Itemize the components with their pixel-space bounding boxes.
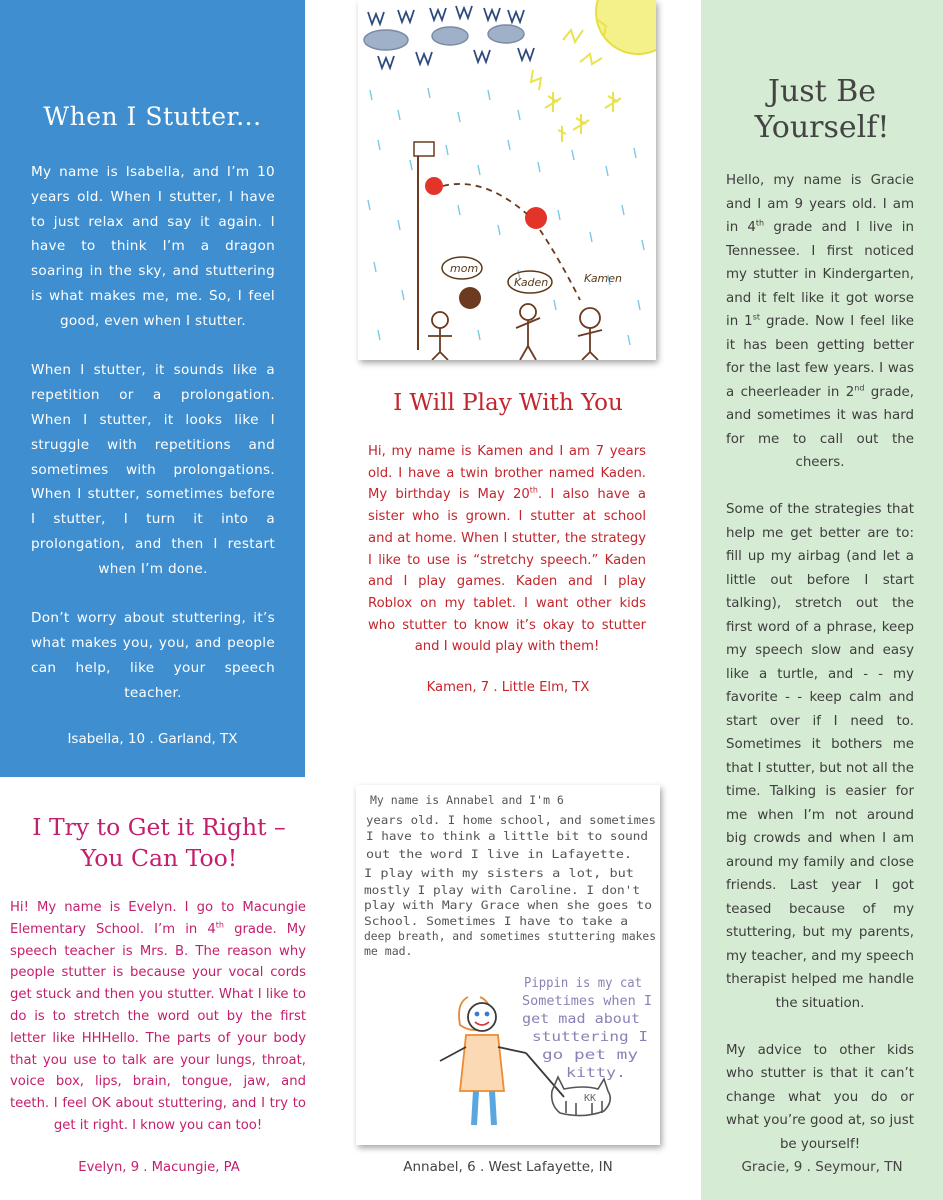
gracie-paragraph-2: Some of the strategies that help me get better are to: fill up my airbag (and let a little out before I start talking), stretch out the first word of a phrase, keep my speech slow and easy like a turtle, and - - my favorite - - keep calm and start over if I need to. Sometimes it bothers me that I stutter, but not all the time. Talking is easier for me when I’m not around big crowds and when I am around my family and close friends. Last year I got teased because of my stuttering, but my parents, my teacher, and my speech therapist helped me handle the situation.: [726, 502, 914, 1011]
kamen-drawing: [358, 0, 656, 360]
evelyn-story-part-2: grade. My speech teacher is Mrs. B. The reason why people stutter is because your vocal cords get stuck and then you stutter. What I like to do is to stretch the word out by the first letter like HHHello. The parts of your body that you use to talk are your lungs, throat, voice box, lips, brain, tongue, jaw, and teeth. I feel OK about stuttering, and I try to get it right. I know you can too!: [10, 921, 306, 1133]
kamen-signature: Kamen, 7 . Little Elm, TX: [426, 680, 590, 695]
isabella-paragraph-2: When I stutter, it sounds like a repetition or a prolongation. When I stutter, it looks like I struggle with repetitions and sometimes with prolongations. When I stutter, sometimes before I stutter, I turn it into a prolongation, and then I restart when I’m done.: [31, 362, 275, 577]
gracie-p1-d: grade, and sometimes it was hard for me to call out the cheers.: [726, 384, 914, 470]
annabel-drawing: [356, 785, 660, 1145]
handwriting-line: me mad.: [364, 944, 413, 958]
kamen-title: I Will Play With You: [393, 390, 623, 416]
handwriting-line: deep breath, and sometimes stuttering makes: [364, 929, 656, 943]
drawing-caption-line: go pet my: [542, 1048, 639, 1063]
gracie-title: [701, 74, 943, 146]
gracie-title-line-2: Yourself!: [754, 110, 890, 145]
gracie-p1-a: Hello, my name is Gracie and I am 9 years old. I am in 4: [726, 173, 914, 235]
handwriting-line: years old. I home school, and sometimes: [366, 813, 656, 827]
handwriting-line: I play with my sisters a lot, but: [364, 866, 634, 880]
drawing-caption-line: stuttering I: [532, 1030, 648, 1045]
evelyn-title: [0, 812, 318, 874]
gracie-signature: Gracie, 9 . Seymour, TN: [741, 1159, 903, 1175]
isabella-story: [31, 160, 275, 730]
evelyn-story-part-1: Hi! My name is Evelyn. I go to Macungie Elementary School. I’m in 4: [10, 900, 306, 937]
evelyn-title-line-2: You Can Too!: [80, 844, 238, 872]
isabella-paragraph-1: My name is Isabella, and I’m 10 years old. When I stutter, I have to just relax and say it again. I have to think I’m a dragon soaring in the sky, and stuttering is what makes me, me. So, I feel good, even when I stutter.: [31, 164, 275, 329]
gracie-title-line-1: Just Be: [767, 74, 877, 109]
drawing-caption-line: Sometimes when I: [522, 994, 652, 1009]
gracie-p1-c: grade. Now I feel like it has been getting better for the last few years. I was a cheerleader in 2: [726, 314, 915, 400]
drawing-label-kaden: Kaden: [514, 276, 549, 289]
drawing-caption-line: get mad about: [522, 1012, 640, 1027]
gracie-p1-sup: th: [755, 218, 765, 228]
gracie-p1-sup: st: [752, 312, 761, 322]
kamen-drawing-art: [358, 0, 656, 360]
evelyn-title-line-1: I Try to Get it Right –: [32, 813, 286, 841]
gracie-p1-b: grade and I live in Tennessee. I first noticed my stutter in Kindergarten, and it felt like it got worse in 1: [726, 220, 914, 329]
evelyn-signature: Evelyn, 9 . Macungie, PA: [78, 1160, 240, 1175]
evelyn-story: [10, 897, 306, 1137]
drawing-label-kamen: Kamen: [584, 272, 623, 285]
handwriting-line: play with Mary Grace when she goes to: [364, 898, 653, 912]
handwriting-line: I have to think a little bit to sound: [366, 829, 648, 843]
gracie-panel: [701, 0, 943, 1200]
handwriting-line: School. Sometimes I have to take a: [364, 914, 628, 928]
handwriting-line: My name is Annabel and I'm 6: [370, 793, 564, 807]
annabel-drawing-art: [356, 785, 660, 1145]
handwriting-line: out the word I live in Lafayette.: [366, 847, 632, 861]
drawing-label-mom: mom: [450, 262, 479, 275]
handwriting-line: mostly I play with Caroline. I don't: [364, 883, 640, 897]
gracie-paragraph-1: [726, 169, 914, 475]
kamen-story-part-1: Hi, my name is Kamen and I am 7 years old. I have a twin brother named Kaden. My birthday is May 20: [368, 444, 646, 503]
kamen-story: [368, 441, 646, 658]
isabella-paragraph-3: Don’t worry about stuttering, it’s what makes you, you, and people can help, like your speech teacher.: [31, 610, 275, 701]
isabella-signature: Isabella, 10 . Garland, TX: [67, 731, 238, 747]
isabella-title: When I Stutter...: [43, 102, 262, 131]
gracie-paragraph-3: My advice to other kids who stutter is that it can’t change what you do or what you’re good at, so just be yourself!: [726, 1042, 914, 1152]
svg-text:KK: KK: [584, 1093, 597, 1104]
kamen-story-part-2: . I also have a sister who is grown. I stutter at school and at home. When I stutter, the strategy I like to use is “stretchy speech.” Kaden and I play games. Kaden and I play Roblox on my tablet. I want other kids who stutter to know it’s okay to stutter and I would play with them!: [368, 487, 646, 655]
drawing-caption-line: kitty.: [566, 1066, 626, 1081]
evelyn-story-sup: th: [215, 920, 224, 930]
kamen-story-sup: th: [529, 486, 538, 496]
drawing-caption-line: Pippin is my cat: [524, 976, 642, 991]
annabel-signature: Annabel, 6 . West Lafayette, IN: [403, 1159, 613, 1175]
gracie-story: [726, 169, 914, 1180]
isabella-panel: [0, 0, 305, 777]
gracie-p1-sup: nd: [854, 383, 865, 393]
